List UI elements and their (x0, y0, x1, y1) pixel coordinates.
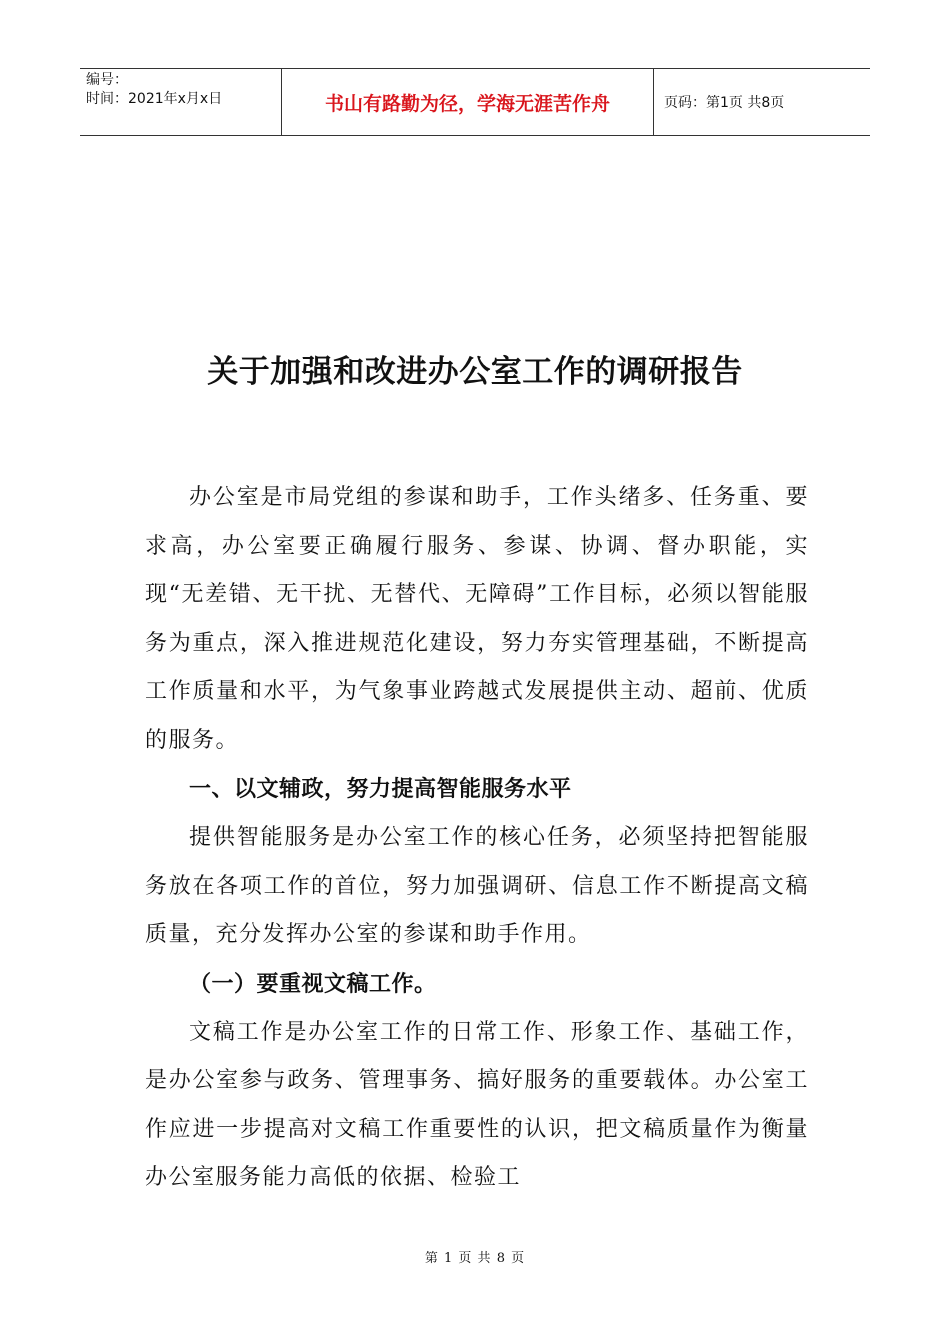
header-motto-cell (282, 69, 654, 135)
document-body (145, 474, 809, 1203)
header-page-cell (654, 69, 870, 135)
document-number-label: 编号： (86, 72, 128, 88)
page-footer: 第 1 页 共 8 页 (424, 1251, 526, 1266)
header-page-code: 页码：第1页 共8页 (664, 95, 785, 111)
header-meta-cell (80, 69, 282, 135)
subsection-heading-1: （一）要重视文稿工作。 (189, 970, 437, 997)
document-date-label: 时间：2021年x月x日 (86, 91, 223, 107)
paragraph-section-1: 提供智能服务是办公室工作的核心任务，必须坚持把智能服务放在各项工作的首位，努力加强调研、信息工作不断提高文稿质量，充分发挥办公室的参谋和助手作用。 (145, 825, 809, 948)
paragraph-intro: 办公室是市局党组的参谋和助手，工作头绪多、任务重、要求高，办公室要正确履行服务、参谋、协调、督办职能，实现“无差错、无干扰、无替代、无障碍”工作目标，必须以智能服务为重点，深入推进规范化建设，努力夯实管理基础，不断提高工作质量和水平，为气象事业跨越式发展提供主动、超前、优质的服务。 (145, 485, 809, 753)
header-motto: 书山有路勤为径，学海无涯苦作舟 (324, 92, 610, 115)
document-title: 关于加强和改进办公室工作的调研报告 (207, 354, 743, 390)
section-heading-1: 一、以文辅政，努力提高智能服务水平 (189, 776, 572, 802)
header-table (80, 68, 870, 136)
paragraph-subsection-1: 文稿工作是办公室工作的日常工作、形象工作、基础工作，是办公室参与政务、管理事务、搞好服务的重要载体。办公室工作应进一步提高对文稿工作重要性的认识，把文稿质量作为衡量办公室服务能力高低的依据、检验工 (145, 1019, 809, 1191)
